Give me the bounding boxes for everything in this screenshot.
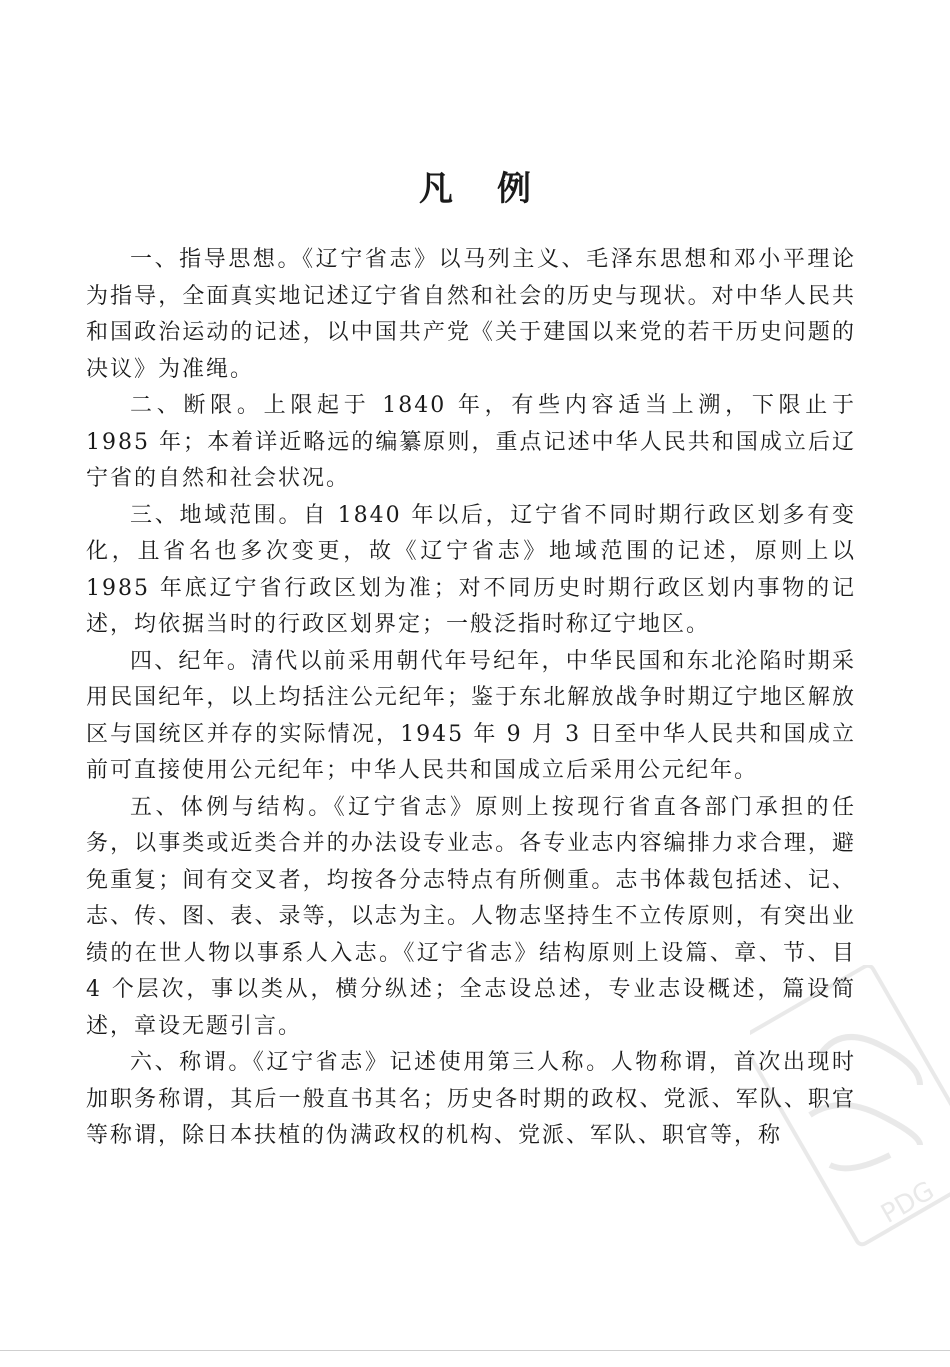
body-text	[86, 242, 856, 1155]
paragraph-style-structure: 五、体例与结构。《辽宁省志》原则上按现行省直各部门承担的任务，以事类或近类合并的办法设专业志。各专业志内容编排力求合理，避免重复；间有交叉者，均按各分志特点有所侧重。志书体裁包括述、记、志、传、图、表、录等，以志为主。人物志坚持生不立传原则，有突出业绩的在世人物以事系人入志。《辽宁省志》结构原则上设篇、章、节、目 4 个层次，事以类从，横分纵述；全志设总述，专业志设概述，篇设简述，章设无题引言。	[86, 794, 856, 1039]
paragraph-time-limits: 二、断限。上限起于 1840 年，有些内容适当上溯，下限止于 1985 年；本着详近略远的编纂原则，重点记述中华人民共和国成立后辽宁省的自然和社会状况。	[86, 393, 856, 491]
paragraph-guiding-thought: 一、指导思想。《辽宁省志》以马列主义、毛泽东思想和邓小平理论为指导，全面真实地记述辽宁省自然和社会的历史与现状。对中华人民共和国政治运动的记述，以中国共产党《关于建国以来党的若干历史问题的决议》为准绳。	[86, 247, 856, 382]
paragraph-appellations: 六、称谓。《辽宁省志》记述使用第三人称。人物称谓，首次出现时加职务称谓，其后一般直书其名；历史各时期的政权、党派、军队、职官等称谓，除日本扶植的伪满政权的机构、党派、军队、职官等，称	[86, 1050, 856, 1148]
page-bottom-rule	[0, 1350, 950, 1351]
page-title: 凡例	[419, 168, 575, 209]
paragraph-chronology: 四、纪年。清代以前采用朝代年号纪年，中华民国和东北沦陷时期采用民国纪年，以上均括注公元纪年；鉴于东北解放战争时期辽宁地区解放区与国统区并存的实际情况，1945 年 9 月 3 日至中华人民共和国成立前可直接使用公元纪年；中华人民共和国成立后采用公元纪年。	[86, 648, 856, 783]
watermark-seal	[750, 965, 950, 1255]
paragraph-territory: 三、地域范围。自 1840 年以后，辽宁省不同时期行政区划多有变化，且省名也多次变更，故《辽宁省志》地域范围的记述，原则上以 1985 年底辽宁省行政区划为准；对不同历史时期行政区划内事物的记述，均依据当时的行政区划界定；一般泛指时称辽宁地区。	[86, 502, 856, 637]
watermark-text: PDG	[876, 1175, 940, 1230]
